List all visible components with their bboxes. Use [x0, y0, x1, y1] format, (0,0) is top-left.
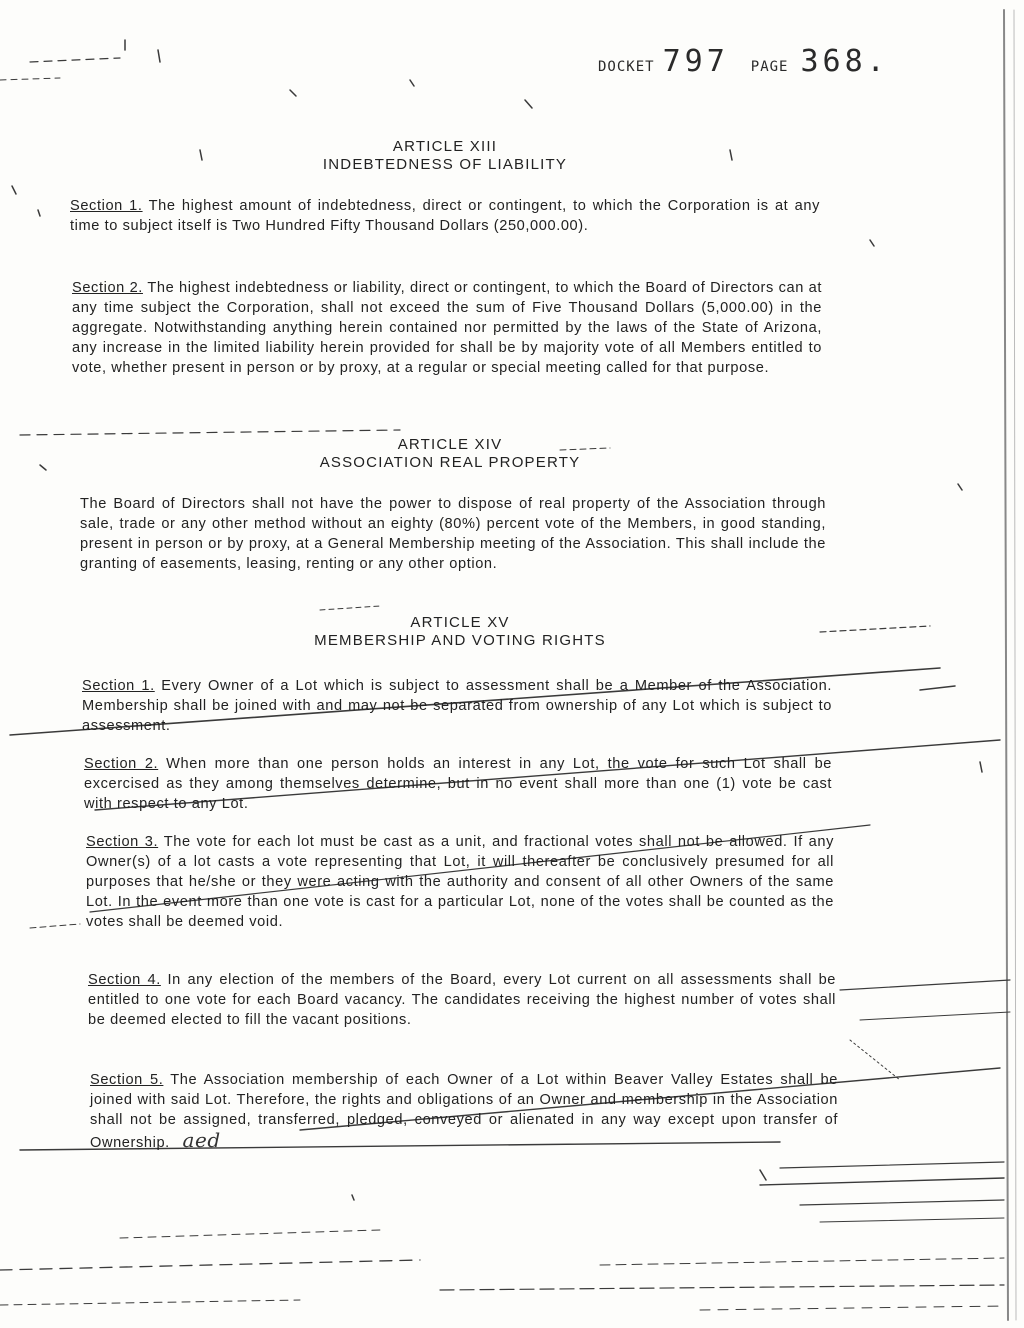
docket-number: 797 — [662, 44, 729, 79]
article-15-section-1-text: Every Owner of a Lot which is subject to assessment shall be a Member of the Association. Membership shall be joined with and may not be separated from ownership of any Lot which is subject to assessment. — [82, 678, 833, 734]
docket-label: DOCKET — [598, 59, 655, 75]
article-15-section-3-label: Section 3. — [86, 834, 159, 850]
article-14-text: The Board of Directors shall not have the power to dispose of real property of the Association through sale, trade or any other method without an eighty (80%) percent vote of the Members, in good standing, present in person or by proxy, at a General Membership meeting of the Association. This shall include the granting of easements, leasing, renting or any other option. — [80, 496, 826, 572]
article-15-section-4-label: Section 4. — [88, 972, 161, 988]
article-15-section-5-label: Section 5. — [90, 1072, 164, 1088]
page-number: 368. — [800, 44, 889, 79]
article-15-section-2 — [84, 754, 832, 814]
article-14-title: ARTICLE XIV — [397, 436, 503, 453]
article-15-section-3-text: The vote for each lot must be cast as a unit, and fractional votes shall not be allowed. If any Owner(s) of a lot casts a vote representing that Lot, it will thereafter be conclusively presumed for all purposes that he/she or they were acting with the authority and consent of all other Owners of the same Lot. In the event more than one vote is cast for a particular Lot, none of the votes shall be counted as the votes shall be deemed void. — [86, 834, 834, 930]
article-14-body — [80, 494, 826, 574]
article-15-heading — [290, 614, 630, 650]
article-15-subtitle: MEMBERSHIP AND VOTING RIGHTS — [314, 632, 606, 649]
article-15-section-2-label: Section 2. — [84, 756, 159, 772]
article-15-section-5 — [90, 1070, 838, 1153]
article-15-section-4 — [88, 970, 836, 1030]
docket-stamp — [598, 44, 889, 79]
article-14-subtitle: ASSOCIATION REAL PROPERTY — [319, 454, 581, 471]
article-15-section-2-text: When more than one person holds an interest in any Lot, the vote for such Lot shall be excercised as they among themselves determine, but in no event shall more than one (1) vote be cast with respect to any Lot. — [84, 756, 833, 812]
article-13-section-1-text: The highest amount of indebtedness, direct or contingent, to which the Corporation is at any time to subject itself is Two Hundred Fifty Thousand Dollars (250,000.00). — [70, 198, 820, 234]
article-15-section-3 — [86, 832, 834, 932]
article-15-section-1-label: Section 1. — [82, 678, 155, 694]
article-13-heading — [300, 138, 590, 174]
article-13-section-2 — [72, 278, 822, 378]
handwritten-initials: aed — [182, 1128, 221, 1152]
article-15-title: ARTICLE XV — [410, 614, 510, 631]
article-13-title: ARTICLE XIII — [392, 138, 498, 155]
article-15-section-5-text: The Association membership of each Owner of a Lot within Beaver Valley Estates shall be joined with said Lot. Therefore, the rights and obligations of an Owner and membership in the Association shall not be assigned, transferred, pledged, conveyed or alienated in any way except upon transfer of Ownership. — [90, 1072, 838, 1151]
article-15-section-1 — [82, 676, 832, 736]
article-15-section-4-text: In any election of the members of the Board, every Lot current on all assessments shall be entitled to one vote for each Board vacancy. The candidates receiving the highest number of votes shall be deemed elected to fill the vacant positions. — [88, 972, 837, 1028]
article-13-section-2-text: The highest indebtedness or liability, direct or contingent, to which the Board of Directors can at any time subject the Corporation, shall not exceed the sum of Five Thousand Dollars (5,000.00) in the aggregate. Notwithstanding anything herein contained nor permitted by the laws of the State of Arizona, any increase in the limited liability herein provided for shall be by majority vote of all Members entitled to vote, whether present in person or by proxy, at a regular or special meeting called for that purpose. — [72, 280, 822, 376]
article-13-subtitle: INDEBTEDNESS OF LIABILITY — [322, 156, 568, 173]
article-13-section-1-label: Section 1. — [70, 198, 143, 214]
article-13-section-2-label: Section 2. — [72, 280, 143, 296]
article-14-heading — [300, 436, 600, 472]
article-13-section-1 — [70, 196, 820, 236]
page-label: PAGE — [750, 59, 789, 75]
